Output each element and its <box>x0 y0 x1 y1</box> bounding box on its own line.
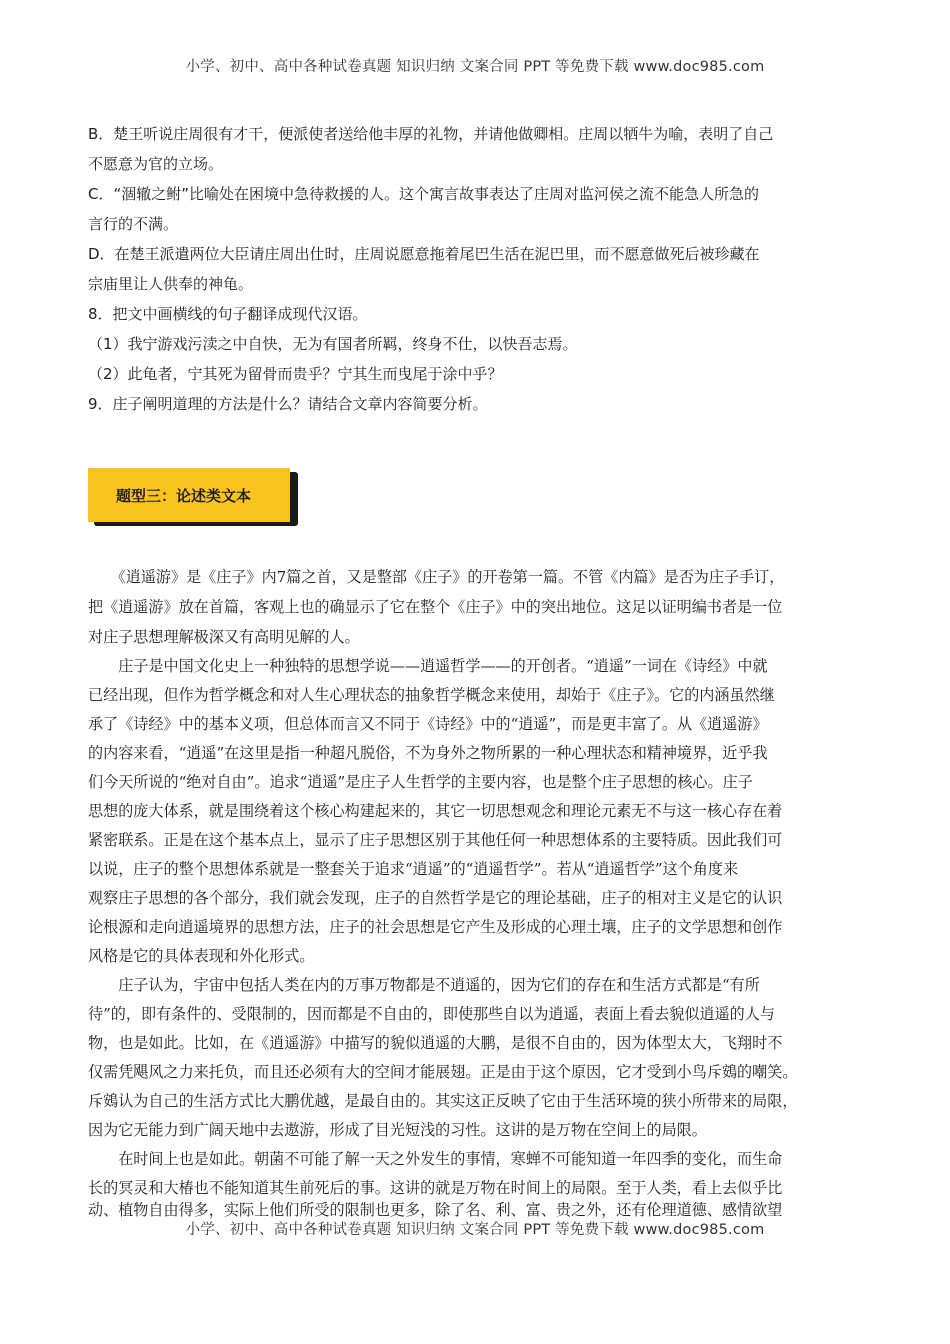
question-line: （2）此龟者，宁其死为留骨而贵乎？宁其生而曳尾于涂中乎？ <box>88 365 503 383</box>
page-footer: 小学、初中、高中各种试卷真题 知识归纳 文案合同 PPT 等免费下载 www.doc985.com <box>185 1222 765 1238</box>
banner-box <box>88 468 290 522</box>
passage-line: 仅需凭飓风之力来托负，而且还必须有大的空间才能展翅。正是由于这个原因，它才受到小鸟斥鴳的嘲笑。 <box>88 1063 798 1081</box>
question-line: B．楚王听说庄周很有才干，便派使者送给他丰厚的礼物，并请他做卿相。庄周以牺牛为喻，表明了自己 <box>88 125 774 143</box>
question-line: 言行的不满。 <box>88 215 179 233</box>
passage-line: 思想的庞大体系，就是围绕着这个核心构建起来的，其它一切思想观念和理论元素无不与这一核心存在着 <box>88 802 783 820</box>
passage-line: 以说，庄子的整个思想体系就是一整套关于追求“逍遥”的“逍遥哲学”。若从“逍遥哲学”这个角度来 <box>88 860 739 878</box>
question-line: D．在楚王派遣两位大臣请庄周出仕时，庄周说愿意拖着尾巴生活在泥巴里，而不愿意做死后被珍藏在 <box>88 245 760 263</box>
question-line: C．“涸辙之鲋”比喻处在困境中急待救援的人。这个寓言故事表达了庄周对监河侯之流不能急人所急的 <box>88 185 760 203</box>
question-line: 8．把文中画横线的句子翻译成现代汉语。 <box>88 305 368 323</box>
question-line: 9．庄子阐明道理的方法是什么？请结合文章内容简要分析。 <box>88 395 488 413</box>
passage-line: 已经出现，但作为哲学概念和对人生心理状态的抽象哲学概念来使用，却始于《庄子》。它的内涵虽然继 <box>88 686 775 704</box>
section-banner <box>88 468 300 530</box>
page-header: 小学、初中、高中各种试卷真题 知识归纳 文案合同 PPT 等免费下载 www.doc985.com <box>185 59 765 75</box>
passage-line: 因为它无能力到广阔天地中去遨游，形成了目光短浅的习性。这讲的是万物在空间上的局限。 <box>88 1121 707 1139</box>
passage-line: 风格是它的具体表现和外化形式。 <box>88 947 315 965</box>
passage-line: 庄子是中国文化史上一种独特的思想学说——逍遥哲学——的开创者。“逍遥”一词在《诗经》中就 <box>88 657 768 675</box>
passage-line: 动、植物自由得多，实际上他们所受的限制也更多，除了名、利、富、贵之外，还有伦理道德、感情欲望 <box>88 1201 783 1219</box>
passage-line: 《逍遥游》是《庄子》内7篇之首，又是整部《庄子》的开卷第一篇。不管《内篇》是否为庄子手订， <box>88 568 785 586</box>
passage-line: 待”的，即有条件的、受限制的，因而都是不自由的，即使那些自以为逍遥，表面上看去貌似逍遥的人与 <box>88 1005 775 1023</box>
passage-line: 对庄子思想理解极深又有高明见解的人。 <box>88 628 360 646</box>
passage-line: 斥鴳认为自己的生活方式比大鹏优越，是最自由的。其实这正反映了它由于生活环境的狭小所带来的局限， <box>88 1092 798 1110</box>
question-line: 不愿意为官的立场。 <box>88 155 224 173</box>
passage-line: 把《逍遥游》放在首篇，客观上也的确显示了它在整个《庄子》中的突出地位。这足以证明编书者是一位 <box>88 598 783 616</box>
question-line: 宗庙里让人供奉的神龟。 <box>88 275 254 293</box>
passage-line: 们今天所说的“绝对自由”。追求“逍遥”是庄子人生哲学的主要内容，也是整个庄子思想的核心。庄子 <box>88 773 753 791</box>
passage-line: 观察庄子思想的各个部分，我们就会发现，庄子的自然哲学是它的理论基础，庄子的相对主义是它的认识 <box>88 889 783 907</box>
passage-line: 长的冥灵和大椿也不能知道其生前死后的事。这讲的就是万物在时间上的局限。至于人类，看上去似乎比 <box>88 1179 783 1197</box>
passage-line: 论根源和走向逍遥境界的思想方法，庄子的社会思想是它产生及形成的心理土壤，庄子的文学思想和创作 <box>88 918 783 936</box>
passage-line: 在时间上也是如此。朝菌不可能了解一天之外发生的事情，寒蝉不可能知道一年四季的变化，而生命 <box>88 1150 783 1168</box>
section-title: 题型三：论述类文本 <box>116 486 252 505</box>
passage-line: 庄子认为，宇宙中包括人类在内的万事万物都是不逍遥的，因为它们的存在和生活方式都是“有所 <box>88 976 760 994</box>
passage-line: 物，也是如此。比如，在《逍遥游》中描写的貌似逍遥的大鹏，是很不自由的，因为体型太大，飞翔时不 <box>88 1034 783 1052</box>
passage-line: 的内容来看，“逍遥”在这里是指一种超凡脱俗，不为身外之物所累的一种心理状态和精神境界，近乎我 <box>88 744 768 762</box>
passage-line: 紧密联系。正是在这个基本点上，显示了庄子思想区别于其他任何一种思想体系的主要特质。因此我们可 <box>88 831 783 849</box>
passage-line: 承了《诗经》中的基本义项，但总体而言又不同于《诗经》中的“逍遥”，而是更丰富了。从《逍遥游》 <box>88 715 768 733</box>
question-line: （1）我宁游戏污渎之中自快，无为有国者所羁，终身不仕，以快吾志焉。 <box>88 335 578 353</box>
